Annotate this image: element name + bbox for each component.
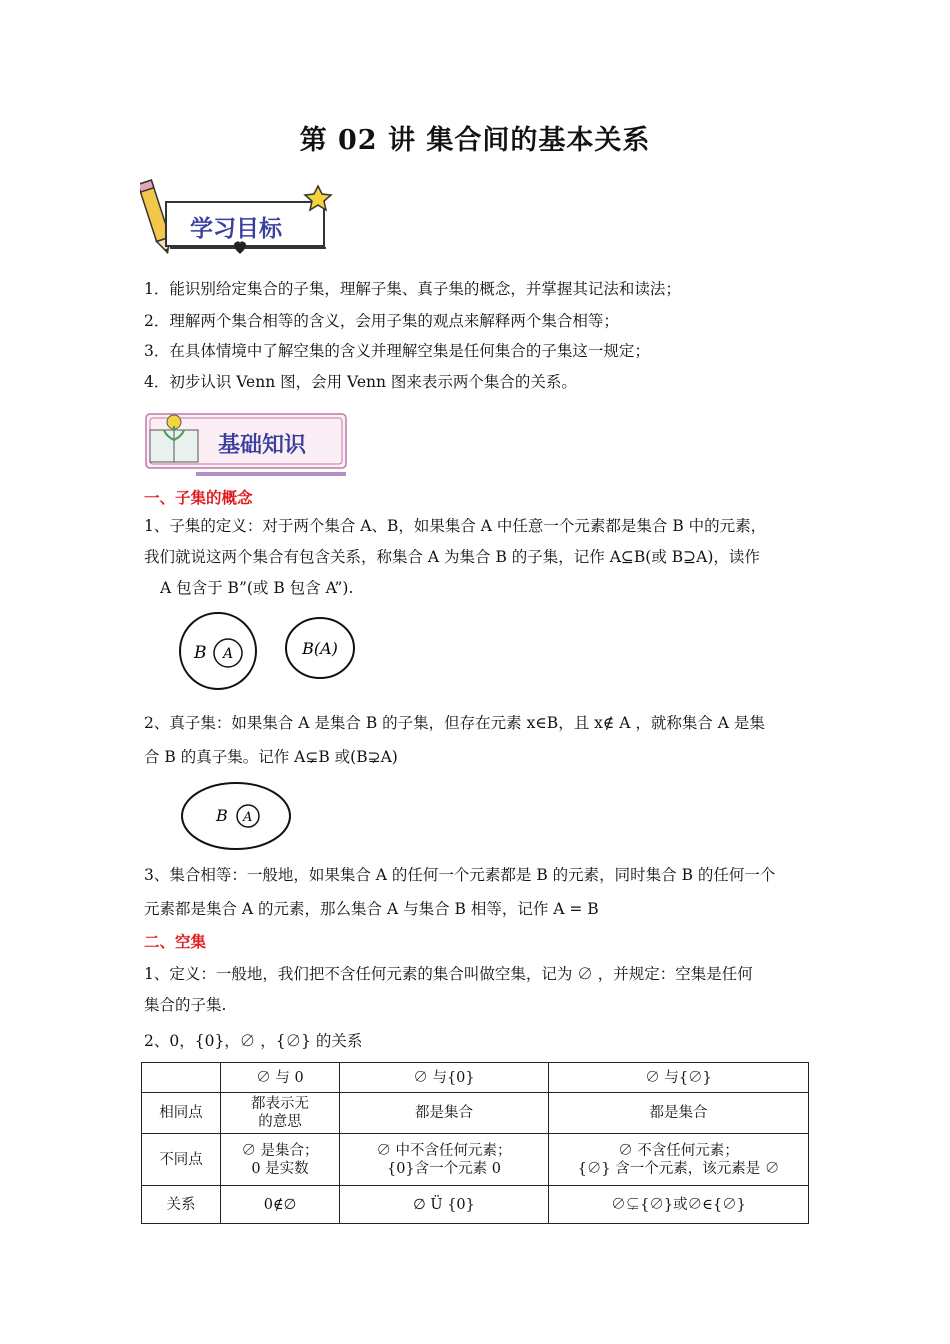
learning-goals-badge xyxy=(140,176,340,260)
set-equal-line2: 元素都是集合 A 的元素，那么集合 A 与集合 B 相等，记作 A = B xyxy=(144,900,599,918)
section-subset-heading: 一、子集的概念 xyxy=(144,488,253,507)
table-cell: ∅ 是集合； 0 是实数 xyxy=(221,1134,340,1186)
goal-4: 4．初步认识 Venn 图，会用 Venn 图来表示两个集合的关系。 xyxy=(144,373,577,391)
badge-title-basics: 基础知识 xyxy=(218,433,307,458)
set-equal-line1: 3、集合相等：一般地，如果集合 A 的任何一个元素都是 B 的元素，同时集合 B 的任何一个 xyxy=(144,866,776,884)
table-row xyxy=(142,1186,809,1224)
subset-venn-diagram xyxy=(170,604,370,696)
subset-def-line2: 我们就说这两个集合有包含关系，称集合 A 为集合 B 的子集，记作 A⊆B(或 B⊇A)，读作 xyxy=(144,548,760,566)
page-title: 第 02 讲 集合间的基本关系 xyxy=(299,125,651,156)
table-cell: ∅ Ü {0} xyxy=(340,1186,549,1224)
table-cell xyxy=(142,1063,221,1093)
table-cell: 不同点 xyxy=(142,1134,221,1186)
goal-2: 2．理解两个集合相等的含义，会用子集的观点来解释两个集合相等； xyxy=(144,312,619,330)
table-row xyxy=(142,1134,809,1186)
empty-set-def-line1: 1、定义：一般地，我们把不含任何元素的集合叫做空集，记为 ∅ ，并规定：空集是任何 xyxy=(144,965,753,983)
goal-1: 1．能识别给定集合的子集，理解子集、真子集的概念，并掌握其记法和读法； xyxy=(144,280,681,298)
table-cell: 相同点 xyxy=(142,1093,221,1134)
table-header-cell: ∅ 与 0 xyxy=(221,1063,340,1093)
venn-label-b: B xyxy=(194,643,207,663)
table-cell: 关系 xyxy=(142,1186,221,1224)
basic-knowledge-badge xyxy=(144,410,354,482)
table-cell: ∅⊊{∅}或∅∈{∅} xyxy=(549,1186,809,1224)
table-header-row xyxy=(142,1063,809,1093)
proper-subset-line2: 合 B 的真子集。记作 A⊊B 或(B⊋A) xyxy=(144,748,398,766)
table-cell: 都是集合 xyxy=(549,1093,809,1134)
table-cell: 都是集合 xyxy=(340,1093,549,1134)
table-header-cell: ∅ 与{∅} xyxy=(549,1063,809,1093)
venn2-label-b: B xyxy=(216,806,228,825)
empty-set-relation-intro: 2、0，{0}，∅ ，{∅} 的关系 xyxy=(144,1032,363,1050)
proper-subset-venn xyxy=(178,780,298,854)
section-empty-set-heading: 二、空集 xyxy=(144,932,207,951)
empty-set-def-line2: 集合的子集. xyxy=(144,996,227,1014)
table-cell: ∅ 不含任何元素； {∅} 含一个元素，该元素是 ∅ xyxy=(549,1134,809,1186)
venn2-label-a: A xyxy=(243,810,253,825)
venn-label-equal: B(A) xyxy=(302,639,338,658)
subset-def-line3: A 包含于 B”(或 B 包含 A”). xyxy=(160,579,354,597)
table-cell: 0∉∅ xyxy=(221,1186,340,1224)
badge-title-goals: 学习目标 xyxy=(190,216,282,242)
table-header-cell: ∅ 与{0} xyxy=(340,1063,549,1093)
goal-3: 3．在具体情境中了解空集的含义并理解空集是任何集合的子集这一规定； xyxy=(144,342,650,360)
table-cell: 都表示无 的意思 xyxy=(221,1093,340,1134)
table-row xyxy=(142,1093,809,1134)
proper-subset-line1: 2、真子集：如果集合 A 是集合 B 的子集，但存在元素 x∈B，且 x∉ A ，就称集合 A 是集 xyxy=(144,714,765,732)
venn2-outer-ellipse xyxy=(182,783,290,849)
venn-label-a: A xyxy=(223,646,234,662)
venn-outer-circle-b xyxy=(180,613,256,689)
table-cell: ∅ 中不含任何元素； {0}含一个元素 0 xyxy=(340,1134,549,1186)
comparison-table xyxy=(141,1062,809,1224)
subset-def-line1: 1、子集的定义：对于两个集合 A、B，如果集合 A 中任意一个元素都是集合 B 中的元素， xyxy=(144,517,767,535)
